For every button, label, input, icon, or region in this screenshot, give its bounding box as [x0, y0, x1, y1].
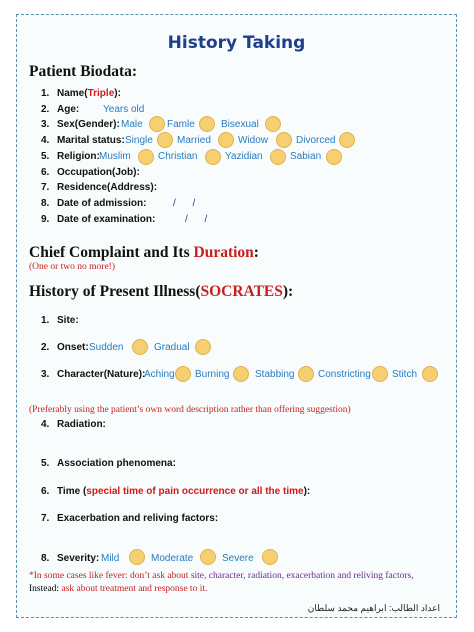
option-aching: Aching	[144, 369, 175, 380]
radio-divorced[interactable]	[339, 132, 355, 148]
row-label: Occupation(Job):	[57, 167, 140, 178]
row-label: Association phenomena:	[57, 458, 176, 469]
option-muslim: Muslim	[99, 151, 131, 162]
radio-bisexual[interactable]	[265, 116, 281, 132]
row-label: Exacerbation and reliving factors:	[57, 513, 219, 524]
row-label: Marital status:	[57, 135, 125, 146]
row-label: Severity:	[57, 553, 100, 564]
row-number: 8.	[41, 198, 50, 209]
highlight-text: Triple	[87, 88, 115, 99]
option-burning: Burning	[195, 369, 230, 380]
row-number: 7.	[41, 513, 50, 524]
option-stabbing: Stabbing	[255, 369, 295, 380]
row-number: 3.	[41, 369, 50, 380]
row-label: Time (special time of pain occurrence or all the time):	[57, 486, 311, 497]
radio-widow[interactable]	[276, 132, 292, 148]
radio-burning[interactable]	[233, 366, 249, 382]
option-famle: Famle	[167, 119, 195, 130]
option-married: Married	[177, 135, 211, 146]
biodata-heading: Patient Biodata:	[29, 63, 138, 80]
option-widow: Widow	[238, 135, 269, 146]
row-number: 5.	[41, 151, 50, 162]
radio-famle[interactable]	[199, 116, 215, 132]
chief-complaint-heading: Chief Complaint and Its Duration:	[29, 244, 259, 261]
option-constricting: Constricting	[318, 369, 371, 380]
option-sudden: Sudden	[89, 342, 124, 353]
row-number: 1.	[41, 315, 50, 326]
radio-severe[interactable]	[262, 549, 278, 565]
row-label: Age:	[57, 104, 80, 115]
hpi-heading: History of Present Illness(SOCRATES):	[29, 283, 294, 300]
highlight-text: special time of pain occurrence or all the time	[86, 486, 304, 497]
option-years-old: Years old	[103, 104, 145, 115]
row-label: Date of admission:	[57, 198, 147, 209]
footer-note-line2: Instead: ask about treatment and response to it.	[29, 584, 208, 594]
option-mild: Mild	[101, 553, 120, 564]
row-label: Character(Nature):	[57, 369, 146, 380]
row-label: Sex(Gender):	[57, 119, 120, 130]
row-number: 6.	[41, 486, 50, 497]
row-number: 9.	[41, 214, 50, 225]
row-number: 4.	[41, 419, 50, 430]
row-number: 6.	[41, 167, 50, 178]
radio-stitch[interactable]	[422, 366, 438, 382]
option-gradual: Gradual	[154, 342, 190, 353]
radio-mild[interactable]	[129, 549, 145, 565]
option-single: Single	[125, 135, 153, 146]
option-moderate: Moderate	[151, 553, 194, 564]
row-number: 7.	[41, 182, 50, 193]
date-slashes: / /	[173, 198, 196, 209]
radio-single[interactable]	[157, 132, 173, 148]
chief-complaint-note: (One or two no more!)	[29, 262, 116, 272]
row-number: 5.	[41, 458, 50, 469]
option-stitch: Stitch	[392, 369, 418, 380]
radio-sabian[interactable]	[326, 149, 342, 165]
row-label: Radiation:	[57, 419, 106, 430]
option-severe: Severe	[222, 553, 254, 564]
row-number: 4.	[41, 135, 50, 146]
row-label: Site:	[57, 315, 79, 326]
radio-gradual[interactable]	[195, 339, 211, 355]
radio-yazidian[interactable]	[270, 149, 286, 165]
radio-male[interactable]	[149, 116, 165, 132]
row-number: 8.	[41, 553, 50, 564]
author-signature: اعداد الطالب: ابراهيم محمد سلطان	[307, 603, 440, 613]
row-label: Residence(Address):	[57, 182, 158, 193]
option-sabian: Sabian	[290, 151, 322, 162]
character-note: (Preferably using the patient’s own word description rather than offering suggestion)	[29, 405, 351, 415]
row-number: 2.	[41, 104, 50, 115]
form-page	[16, 14, 457, 618]
radio-christian[interactable]	[205, 149, 221, 165]
row-label: Onset:	[57, 342, 89, 353]
radio-constricting[interactable]	[372, 366, 388, 382]
footer-note-line1: *In some cases like fever: don’t ask about site, character, radiation, exacerbation and reliving factors,	[29, 571, 414, 581]
row-number: 1.	[41, 88, 50, 99]
row-label: Date of examination:	[57, 214, 156, 225]
radio-moderate[interactable]	[200, 549, 216, 565]
option-christian: Christian	[158, 151, 198, 162]
radio-sudden[interactable]	[132, 339, 148, 355]
option-divorced: Divorced	[296, 135, 336, 146]
radio-aching[interactable]	[175, 366, 191, 382]
date-slashes: / /	[185, 214, 208, 225]
row-label: Name(Triple):	[57, 88, 121, 99]
option-bisexual: Bisexual	[221, 119, 259, 130]
option-yazidian: Yazidian	[225, 151, 263, 162]
radio-stabbing[interactable]	[298, 366, 314, 382]
page-title: History Taking	[167, 33, 306, 53]
row-label: Religion:	[57, 151, 100, 162]
radio-married[interactable]	[218, 132, 234, 148]
row-number: 3.	[41, 119, 50, 130]
radio-muslim[interactable]	[138, 149, 154, 165]
row-number: 2.	[41, 342, 50, 353]
option-male: Male	[121, 119, 143, 130]
